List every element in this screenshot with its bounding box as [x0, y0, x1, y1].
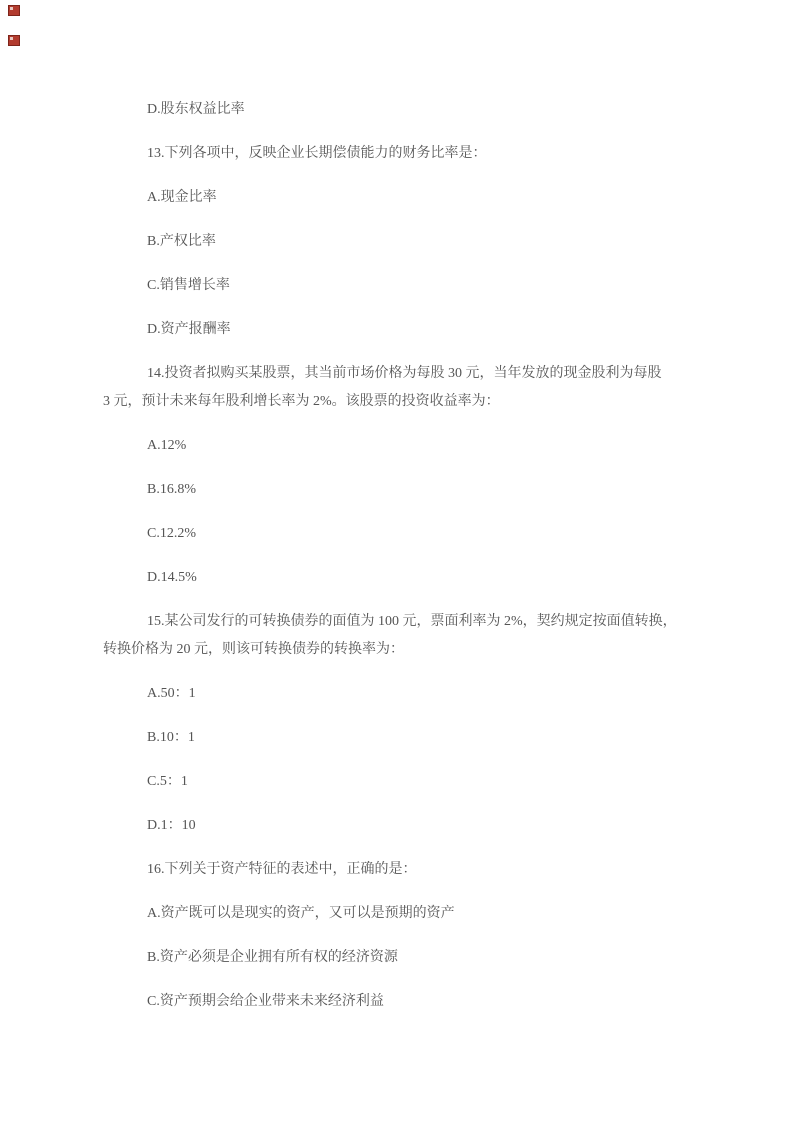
- q15-option-d: [103, 812, 794, 840]
- q16-option-a: [103, 900, 794, 928]
- q14-option-d: [103, 564, 794, 592]
- option-text: C.销售增长率: [147, 278, 230, 293]
- option-text: A.现金比率: [147, 190, 217, 205]
- q12-option-d: [103, 96, 794, 124]
- q13-option-b: [103, 228, 794, 256]
- q15-option-b: [103, 724, 794, 752]
- q14-option-c: [103, 520, 794, 548]
- option-text: A.12%: [147, 438, 187, 453]
- question-text: 13.下列各项中，反映企业长期偿债能力的财务比率是：: [147, 146, 487, 161]
- option-text: A.资产既可以是现实的资产，又可以是预期的资产: [147, 906, 455, 921]
- question-text-line1: 15.某公司发行的可转换债券的面值为 100 元，票面利率为 2%，契约规定按面值转换，: [147, 614, 677, 629]
- option-text: C.5：1: [147, 774, 188, 789]
- exam-text-content: [103, 96, 794, 1032]
- question-text: 16.下列关于资产特征的表述中，正确的是：: [147, 862, 417, 877]
- q15-stem: [103, 608, 794, 664]
- option-text: D.资产报酬率: [147, 322, 231, 337]
- q14-option-b: [103, 476, 794, 504]
- corner-icons: [8, 5, 20, 65]
- broken-image-icon: [8, 5, 20, 16]
- q13-option-c: [103, 272, 794, 300]
- question-text-line2: 3 元，预计未来每年股利增长率为 2%。该股票的投资收益率为：: [103, 394, 500, 409]
- option-text: B.产权比率: [147, 234, 216, 249]
- q16-stem: [103, 856, 794, 884]
- option-text: D.1：10: [147, 818, 196, 833]
- q13-option-a: [103, 184, 794, 212]
- option-text: C.12.2%: [147, 526, 196, 541]
- q13-stem: [103, 140, 794, 168]
- broken-image-icon: [8, 35, 20, 46]
- q15-option-a: [103, 680, 794, 708]
- q16-option-c: [103, 988, 794, 1016]
- question-text-line2: 转换价格为 20 元，则该可转换债券的转换率为：: [103, 642, 404, 657]
- option-text: D.股东权益比率: [147, 102, 245, 117]
- option-text: A.50：1: [147, 686, 196, 701]
- q16-option-b: [103, 944, 794, 972]
- option-text: C.资产预期会给企业带来未来经济利益: [147, 994, 384, 1009]
- question-text-line1: 14.投资者拟购买某股票，其当前市场价格为每股 30 元，当年发放的现金股利为每股: [147, 366, 662, 381]
- option-text: D.14.5%: [147, 570, 197, 585]
- option-text: B.16.8%: [147, 482, 196, 497]
- q15-option-c: [103, 768, 794, 796]
- option-text: B.资产必须是企业拥有所有权的经济资源: [147, 950, 398, 965]
- option-text: B.10：1: [147, 730, 195, 745]
- q14-option-a: [103, 432, 794, 460]
- q14-stem: [103, 360, 794, 416]
- q13-option-d: [103, 316, 794, 344]
